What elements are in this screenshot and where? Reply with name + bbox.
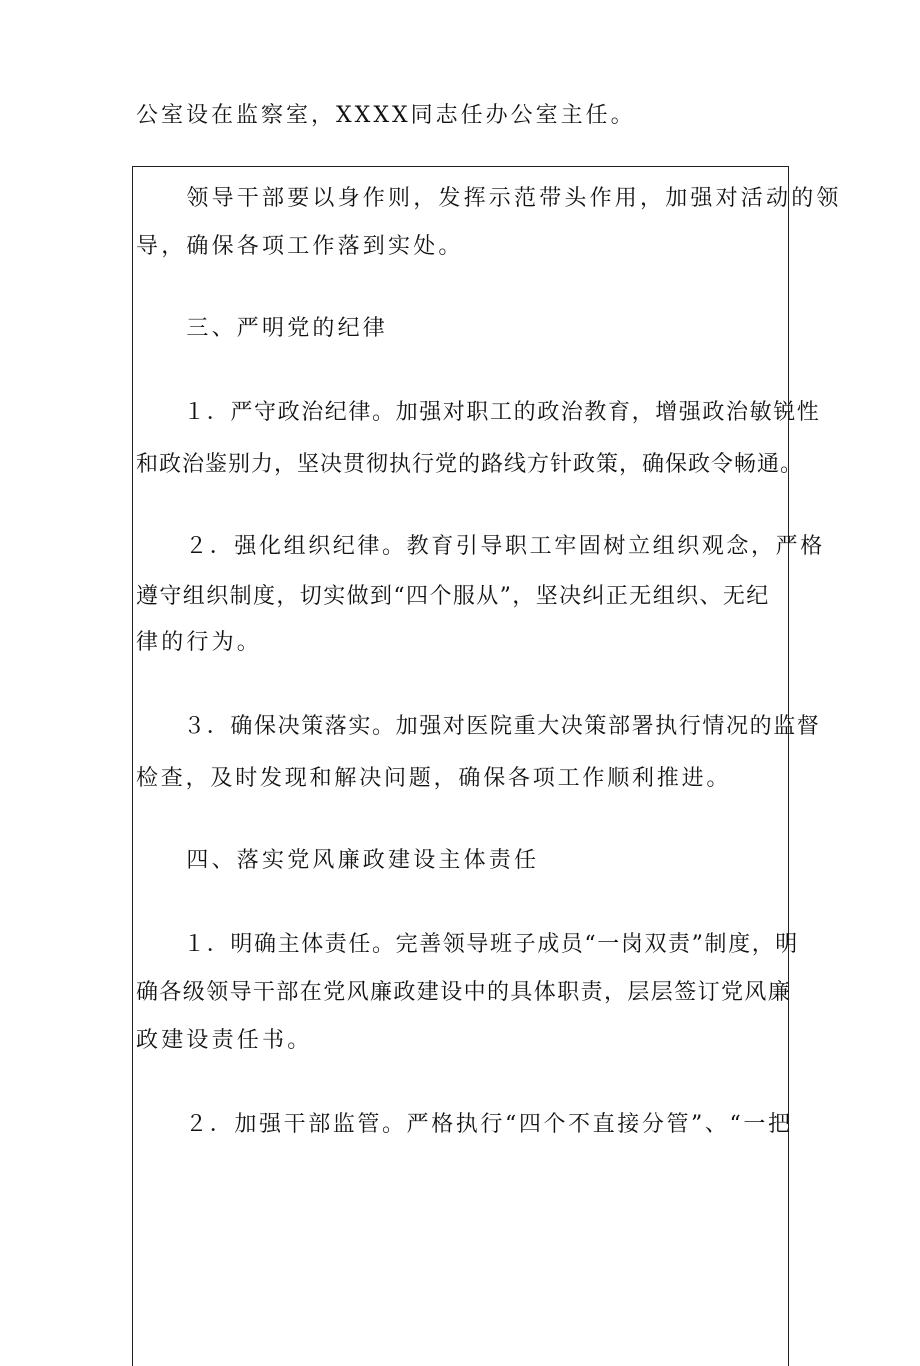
box-line-7: 遵守组织制度，切实做到“四个服从”，坚决纠正无组织、无纪 — [136, 584, 770, 609]
section-heading-4: 四、落实党风廉政建设主体责任 — [136, 848, 540, 873]
box-line-4: １．严守政治纪律。加强对职工的政治教育，增强政治敏锐性 — [136, 400, 821, 425]
box-line-12: １．明确主体责任。完善领导班子成员“一岗双责”制度，明 — [136, 932, 799, 957]
box-line-9: ３．确保决策落实。加强对医院重大决策部署执行情况的监督 — [136, 714, 821, 739]
box-line-10: 检查，及时发现和解决问题，确保各项工作顺利推进。 — [136, 766, 732, 791]
box-line-2: 导，确保各项工作落到实处。 — [136, 234, 464, 259]
box-line-13: 确各级领导干部在党风廉政建设中的具体职责，层层签订党风廉 — [136, 980, 792, 1005]
box-line-1: 领导干部要以身作则，发挥示范带头作用，加强对活动的领 — [136, 186, 842, 211]
box-line-15: ２．加强干部监管。严格执行“四个不直接分管”、“一把 — [136, 1112, 793, 1137]
box-line-6: ２．强化组织纪律。教育引导职工牢固树立组织观念，严格 — [136, 534, 825, 559]
box-line-5: 和政治鉴别力，坚决贯彻执行党的路线方针政策，确保政令畅通。 — [136, 452, 804, 477]
box-line-8: 律的行为。 — [136, 630, 263, 655]
box-line-14: 政建设责任书。 — [136, 1028, 313, 1053]
intro-line: 公室设在监察室，XXXX同志任办公室主任。 — [136, 103, 636, 128]
section-heading-3: 三、严明党的纪律 — [136, 316, 389, 341]
